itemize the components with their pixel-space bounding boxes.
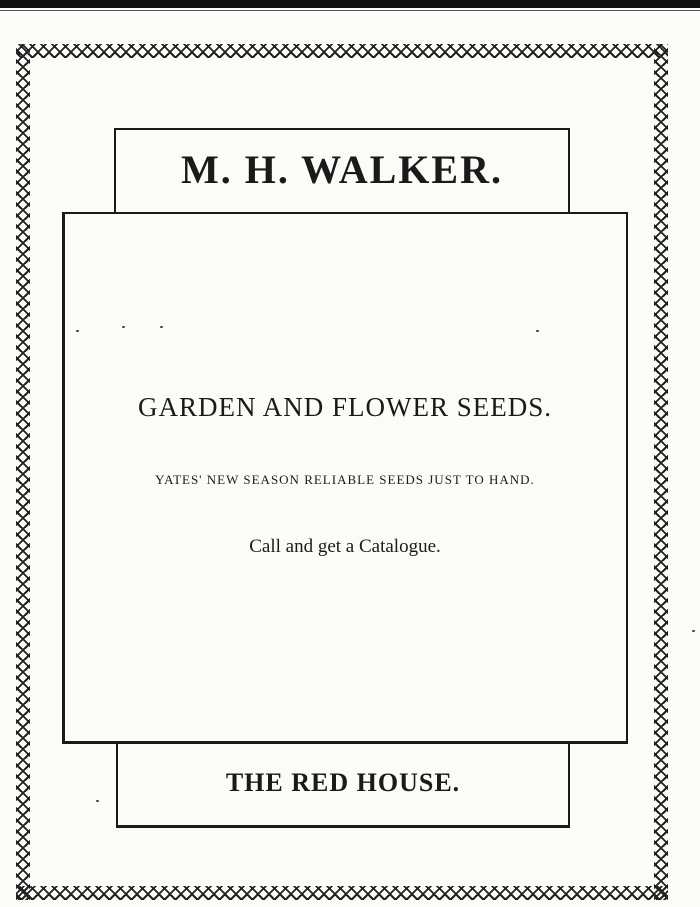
print-speck (692, 630, 695, 632)
ornamental-border-right (654, 44, 668, 900)
subheadline: YATES' NEW SEASON RELIABLE SEEDS JUST TO HAND. (155, 472, 535, 487)
top-rule-thin (0, 10, 700, 11)
print-speck (536, 330, 539, 332)
print-speck (122, 326, 125, 328)
print-speck (76, 330, 79, 332)
merchant-name: M. H. WALKER. (181, 147, 503, 192)
ornamental-border-top (16, 44, 668, 58)
ornamental-border-bottom (16, 886, 668, 900)
print-speck (96, 800, 99, 802)
location-name: THE RED HOUSE. (225, 768, 461, 797)
top-rule (0, 0, 700, 8)
ornamental-border-left (16, 44, 30, 900)
print-speck (160, 326, 163, 328)
headline: GARDEN AND FLOWER SEEDS. (137, 392, 552, 422)
call-to-action: Call and get a Catalogue. (249, 536, 441, 557)
